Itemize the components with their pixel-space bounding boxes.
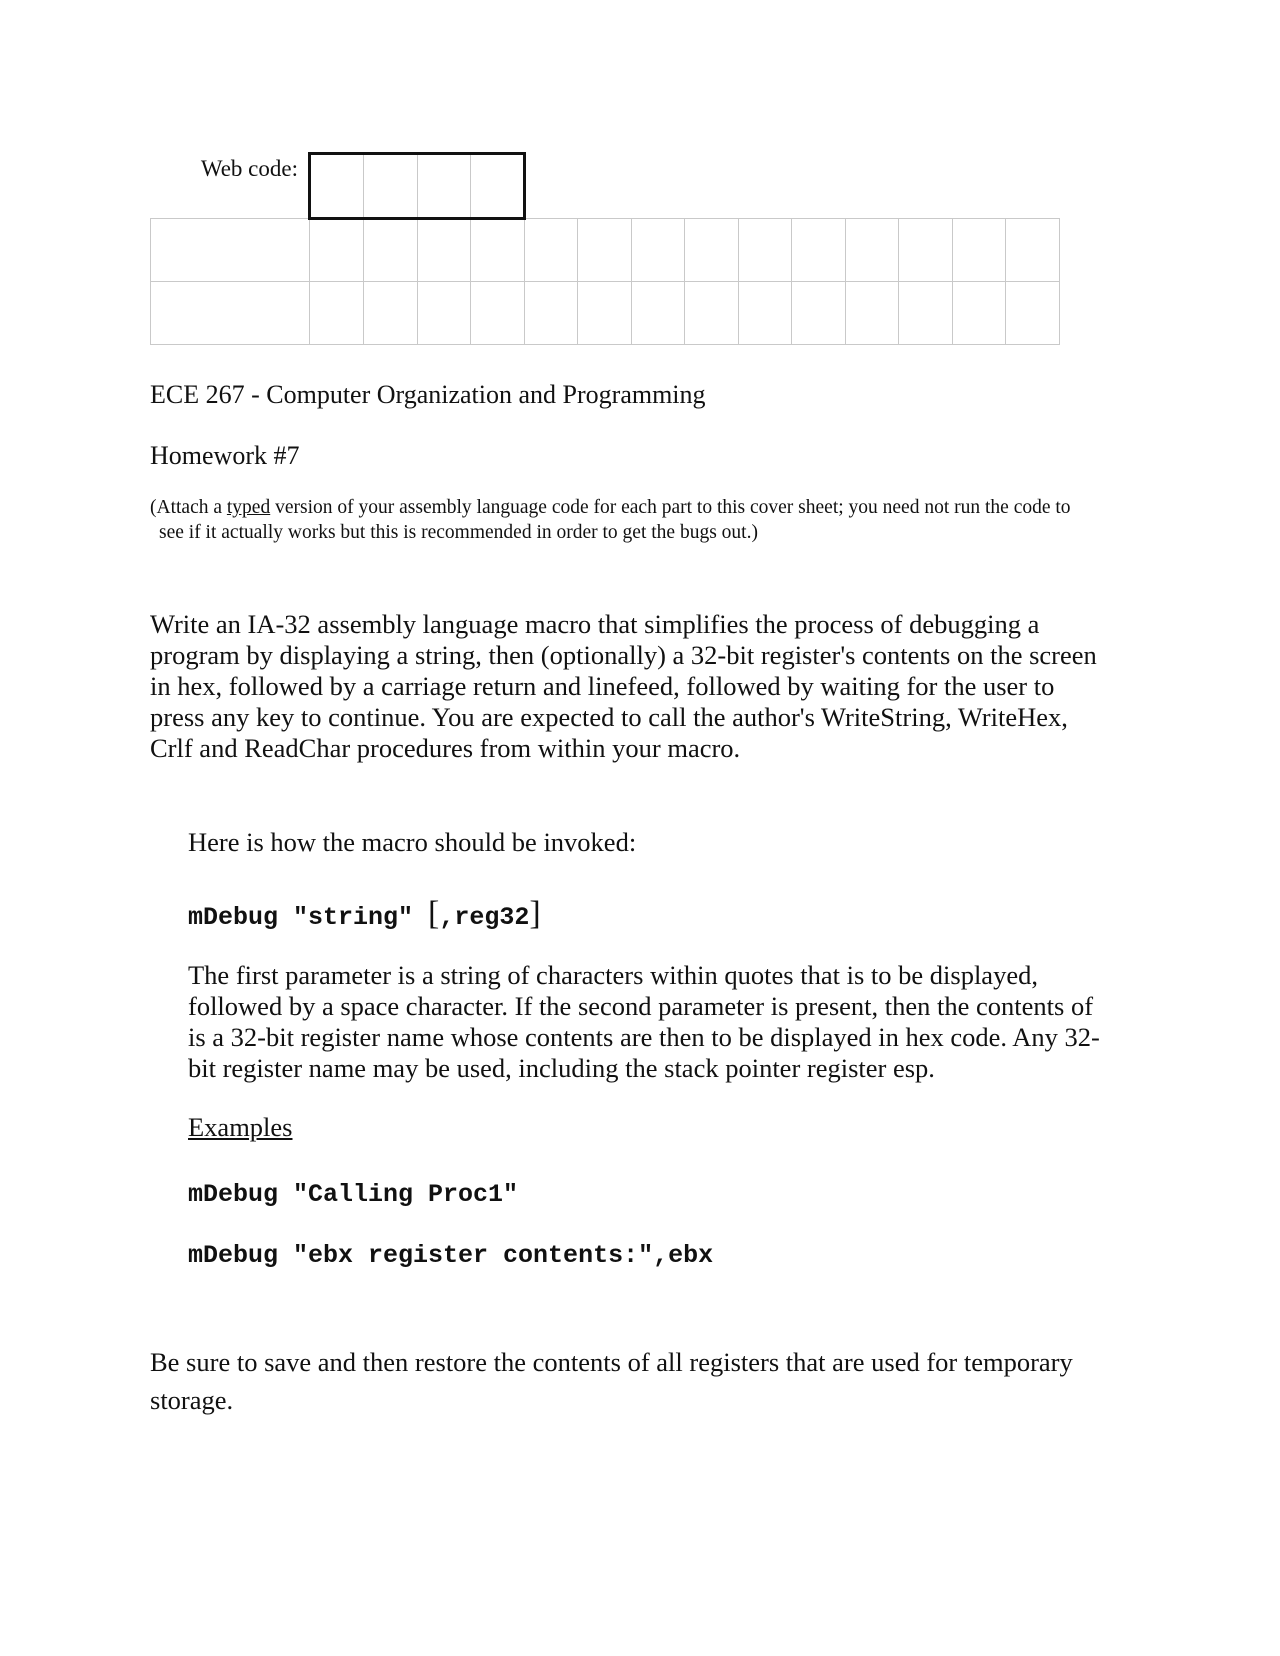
first-name-cell[interactable] (898, 281, 953, 345)
last-name-cell[interactable] (1005, 218, 1060, 282)
examples-heading: Examples (188, 1112, 293, 1142)
invocation-code-param: ,reg32 (439, 903, 530, 932)
last-name-cell[interactable] (524, 218, 579, 282)
invocation-heading: Here is how the macro should be invoked: (188, 827, 637, 857)
intro-line: program by displaying a string, then (optionally) a 32-bit register's contents on the screen (150, 640, 1097, 670)
note-typed-emphasis: typed (226, 497, 271, 518)
last-name-cell[interactable] (577, 218, 632, 282)
note-open: (Attach a (150, 497, 227, 518)
web-code-divider (417, 155, 418, 217)
parameter-description (188, 960, 1100, 1084)
last-name-cell[interactable] (952, 218, 1007, 282)
last-name-cell[interactable] (791, 218, 846, 282)
description-line: is a 32-bit register name whose contents are then to be displayed in hex code. Any 32- (188, 1022, 1100, 1052)
intro-line: in hex, followed by a carriage return and linefeed, followed by waiting for the user to (150, 671, 1055, 701)
first-name-cell[interactable] (524, 281, 579, 345)
description-line: followed by a space character. If the second parameter is present, then the contents of (188, 991, 1094, 1021)
first-name-cell[interactable] (738, 281, 793, 345)
first-name-cell[interactable] (417, 281, 472, 345)
first-name-cell[interactable] (577, 281, 632, 345)
example-code-1: mDebug "Calling Proc1" (188, 1180, 519, 1209)
last-name-cell[interactable] (417, 218, 472, 282)
first-name-cell[interactable] (952, 281, 1007, 345)
intro-line: Crlf and ReadChar procedures from within your macro. (150, 733, 741, 763)
web-code-label: Web code: (200, 156, 298, 181)
description-line: bit register name may be used, including the stack pointer register esp. (188, 1053, 935, 1083)
web-code-divider (363, 155, 364, 217)
first-name-cell[interactable] (1005, 281, 1060, 345)
last-name-cell[interactable] (470, 218, 525, 282)
intro-line: Write an IA-32 assembly language macro that simplifies the process of debugging a (150, 609, 1040, 639)
last-name-label-cell (150, 218, 310, 282)
last-name-cell[interactable] (845, 218, 900, 282)
first-name-cell[interactable] (791, 281, 846, 345)
last-name-cell[interactable] (684, 218, 739, 282)
optional-bracket-close: ] (529, 895, 541, 932)
first-name-label-cell (150, 281, 310, 345)
last-name-cell[interactable] (309, 218, 364, 282)
first-name-cell[interactable] (363, 281, 418, 345)
optional-bracket-open: [ (428, 895, 440, 932)
intro-paragraph (150, 609, 1097, 764)
closing-line: storage. (150, 1385, 234, 1415)
first-name-cell[interactable] (309, 281, 364, 345)
course-title: ECE 267 - Computer Organization and Programming (150, 380, 706, 409)
first-name-cell[interactable] (470, 281, 525, 345)
first-name-cell[interactable] (684, 281, 739, 345)
note-rest: version of your assembly language code for each part to this cover sheet; you need not run the code to (270, 497, 1071, 518)
attach-note-line1 (150, 495, 1160, 520)
description-line: The first parameter is a string of characters within quotes that is to be displayed, (188, 960, 1038, 990)
example-code-2: mDebug "ebx register contents:",ebx (188, 1241, 714, 1270)
homework-title: Homework #7 (150, 441, 300, 470)
last-name-cell[interactable] (898, 218, 953, 282)
attach-note (150, 495, 1160, 545)
last-name-cell[interactable] (738, 218, 793, 282)
last-name-cell[interactable] (363, 218, 418, 282)
last-name-cell[interactable] (631, 218, 686, 282)
invocation-syntax (188, 895, 541, 933)
first-name-cell[interactable] (845, 281, 900, 345)
first-name-cell[interactable] (631, 281, 686, 345)
invocation-code-main: mDebug "string" (188, 903, 429, 932)
web-code-divider (470, 155, 471, 217)
closing-line: Be sure to save and then restore the contents of all registers that are used for temporary (150, 1347, 1073, 1377)
intro-line: press any key to continue. You are expected to call the author's WriteString, WriteHex, (150, 702, 1068, 732)
closing-paragraph (150, 1343, 1073, 1419)
attach-note-line2: see if it actually works but this is recommended in order to get the bugs out.) (159, 522, 758, 543)
